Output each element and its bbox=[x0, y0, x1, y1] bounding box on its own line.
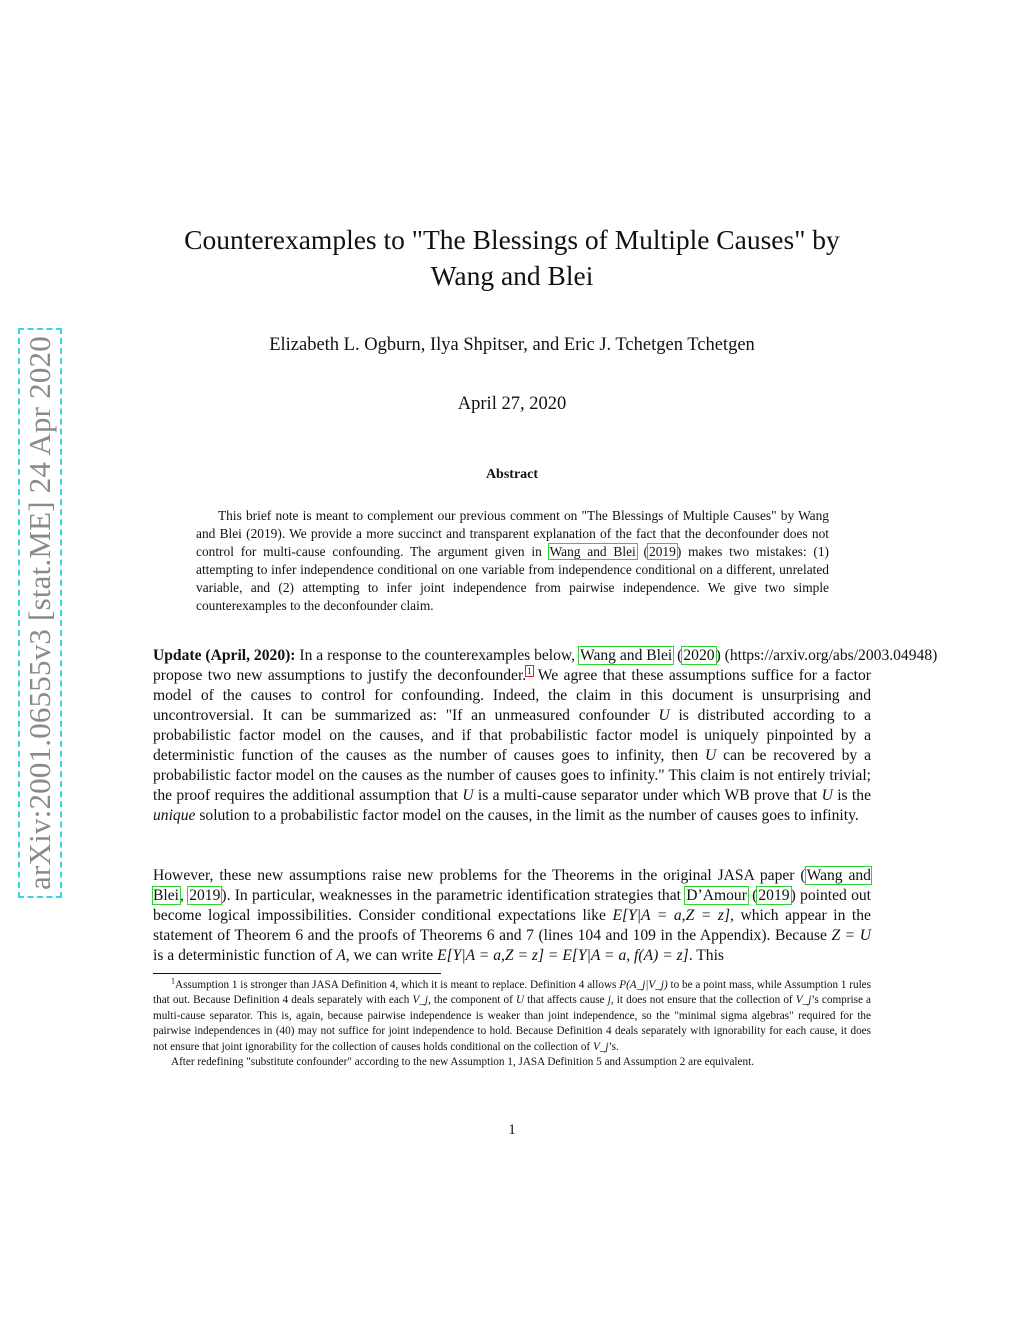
update-heading: Update (April, 2020): bbox=[153, 647, 296, 664]
body-text: However, these new assumptions raise new problems for the Theorems in the original JASA paper ( bbox=[153, 867, 806, 884]
footnotes bbox=[153, 978, 871, 1070]
arxiv-stamp-container bbox=[18, 306, 62, 920]
math-expression: V_j bbox=[412, 994, 429, 1007]
citation-link-damour[interactable]: D’Amour bbox=[686, 887, 747, 904]
footnote-text: to be a point mass, while Assumption 1 rules that out. Because Definition 4 deals separately with each bbox=[153, 979, 872, 1007]
update-text: is a multi-cause separator under which WB prove that bbox=[473, 787, 822, 804]
math-expression: Z = U bbox=[831, 927, 871, 944]
update-body bbox=[153, 666, 871, 826]
author-list: Elizabeth L. Ogburn, Ilya Shpitser, and Eric J. Tchetgen Tchetgen bbox=[269, 335, 755, 355]
arxiv-identifier-stamp[interactable]: arXiv:2001.06555v3 [stat.ME] 24 Apr 2020 bbox=[18, 328, 62, 898]
page-number: 1 bbox=[508, 1122, 516, 1138]
body-text: , which appear in the statement of Theorem 6 and the proofs of Theorems 6 and 7 (lines 104 and 109 in the Appendix). Because bbox=[153, 907, 871, 944]
abstract-heading: Abstract bbox=[485, 467, 539, 482]
body-text: is a deterministic function of bbox=[153, 947, 337, 964]
footnote-divider bbox=[153, 973, 441, 974]
title-line-2: Wang and Blei bbox=[430, 260, 594, 291]
update-text: can be recovered by a probabilistic factor model on the causes as the number of causes goes to infinity." This claim is not entirely trivial; the proof requires the additional assumption that bbox=[153, 747, 872, 804]
math-expression: V_j bbox=[795, 994, 812, 1007]
emphasis-unique: unique bbox=[153, 807, 196, 824]
math-expression: A bbox=[336, 947, 346, 964]
footnote-text: that affects cause bbox=[524, 994, 608, 1007]
citation-link-year[interactable]: 2020 bbox=[683, 647, 715, 664]
citation-link-wang-blei[interactable]: Wang and Blei bbox=[549, 544, 636, 559]
body-text: , we can write bbox=[345, 947, 438, 964]
update-text: We agree that these assumptions suffice for a factor model of the causes to control for confounding. Indeed, the claim in this document is unsurprising and uncontroversial. It can be summarized as: "If an unmeasured confounder bbox=[153, 667, 871, 724]
update-text-url: ) (https://arxiv.org/abs/2003.04948) bbox=[715, 647, 938, 664]
update-text: solution to a probabilistic factor model on the causes, in the limit as the number of causes goes to infinity. bbox=[195, 807, 859, 824]
footnote-text: ’s. bbox=[608, 1040, 619, 1053]
body-text: . This bbox=[688, 947, 724, 964]
abstract-body: This brief note is meant to complement our previous comment on "The Blessings of Multiple Causes" by Wang and Blei (2019). We provide a more succinct and transparent explanation of the fact that the deconfounder does not control for multi-cause confounding. The argument given in Wang and Blei (2019) makes two mistakes: (1) attempting to infer independence conditional on one variable from independence conditional on a different, unrelated variable, and (2) attempting to infer joint independence from pairwise independence. We give two simple counterexamples to the deconfounder claim. bbox=[196, 508, 829, 613]
citation-link-year[interactable]: 2019 bbox=[649, 544, 676, 559]
math-expression: j bbox=[607, 994, 611, 1007]
update-first-line: Update (April, 2020): In a response to the counterexamples below, Wang and Blei (2020) (https://arxiv.org/abs/2003.04948) bbox=[153, 647, 938, 664]
paper-date: April 27, 2020 bbox=[457, 394, 567, 414]
title-line-1: Counterexamples to "The Blessings of Multiple Causes" by bbox=[184, 224, 840, 255]
math-expression: P(A_j|V_j) bbox=[619, 979, 668, 991]
math-expression: E[Y|A = a,Z = z] bbox=[612, 907, 731, 924]
citation-link-wang-blei[interactable]: Wang and Blei bbox=[579, 647, 673, 664]
math-variable: U bbox=[462, 787, 474, 804]
update-text: is distributed according to a probabilistic factor model on the causes, and if that probabilistic factor model is uniquely pinpointed by a deterministic function of the causes as the number of causes goes to infinity, then bbox=[153, 707, 872, 764]
footnote-text: , the component of bbox=[428, 994, 516, 1007]
abstract-text: ) makes two mistakes: (1) attempting to infer independence conditional on one variable from independence conditional on a different, unrelated variable, and (2) attempting to infer joint independence from pairwise independence. We give two simple counterexamples to the deconfounder claim. bbox=[196, 544, 829, 613]
update-text: is the bbox=[832, 787, 871, 804]
however-paragraph: However, these new assumptions raise new problems for the Theorems in the original JASA paper (Wang and Blei, 2019). In particular, weaknesses in the parametric identification strategies that D’Amour (2019) pointed out become logical impossibilities. Consider conditional expectations like E[Y|A = a,Z = z], which appear in the statement of Theorem 6 and the proofs of Theorems 6 and 7 (lines 104 and 109 in the Appendix). Because Z = U is a deterministic function of A, we can write E[Y|A = a,Z = z] = E[Y|A = a, f(A) = z]. This bbox=[153, 867, 872, 964]
math-variable: U bbox=[821, 787, 833, 804]
footnote-text: ’s comprise a multi-cause separator. This is, again, because pairwise independence is weaker than joint independence, so the "minimal sigma algebras" required for the pairwise independences in (40) may not suffice for joint independence to hold. Because Definition 4 deals separately with ignorability for each cause, it does not ensure that joint ignorability for the collection of causes holds conditional on the collection of bbox=[153, 994, 871, 1053]
citation-link-year[interactable]: 2019 bbox=[758, 887, 790, 904]
math-expression: U bbox=[515, 994, 525, 1007]
footnote-text: Assumption 1 is stronger than JASA Definition 4, which it is meant to replace. Definition 4 allows bbox=[175, 979, 620, 991]
citation-link-wang-blei[interactable]: Wang and Blei bbox=[153, 867, 871, 904]
citation-link-year[interactable]: 2019 bbox=[189, 887, 221, 904]
footnote-text: , it does not ensure that the collection of bbox=[610, 994, 796, 1007]
update-text: propose two new assumptions to justify the deconfounder. bbox=[153, 667, 527, 684]
footnote-ref-link[interactable]: 1 bbox=[527, 665, 532, 676]
paper-title bbox=[150, 222, 874, 294]
body-text: ). In particular, weaknesses in the parametric identification strategies that bbox=[221, 887, 686, 904]
abstract-text: This brief note is meant to complement our previous comment on "The Blessings of Multiple Causes" by Wang and Blei (2019). We provide a more succinct and transparent explanation of the fact that the deconfounder does not control for multi-cause confounding. The argument given in bbox=[196, 508, 829, 559]
math-expression: E[Y|A = a,Z = z] = E[Y|A = a, f(A) = z] bbox=[437, 947, 689, 964]
math-variable: U bbox=[658, 707, 670, 724]
footnote-1 bbox=[153, 978, 871, 1055]
footnote-marker: 1 bbox=[171, 976, 175, 986]
math-expression: V_j bbox=[592, 1040, 609, 1053]
update-text: In a response to the counterexamples below, bbox=[295, 647, 579, 664]
body-text: ) pointed out become logical impossibilities. Consider conditional expectations like bbox=[153, 887, 872, 924]
update-paragraph bbox=[153, 646, 938, 826]
math-variable: U bbox=[705, 747, 717, 764]
footnote-2: After redefining "substitute confounder" according to the new Assumption 1, JASA Definition 5 and Assumption 2 are equivalent. bbox=[171, 1056, 755, 1069]
